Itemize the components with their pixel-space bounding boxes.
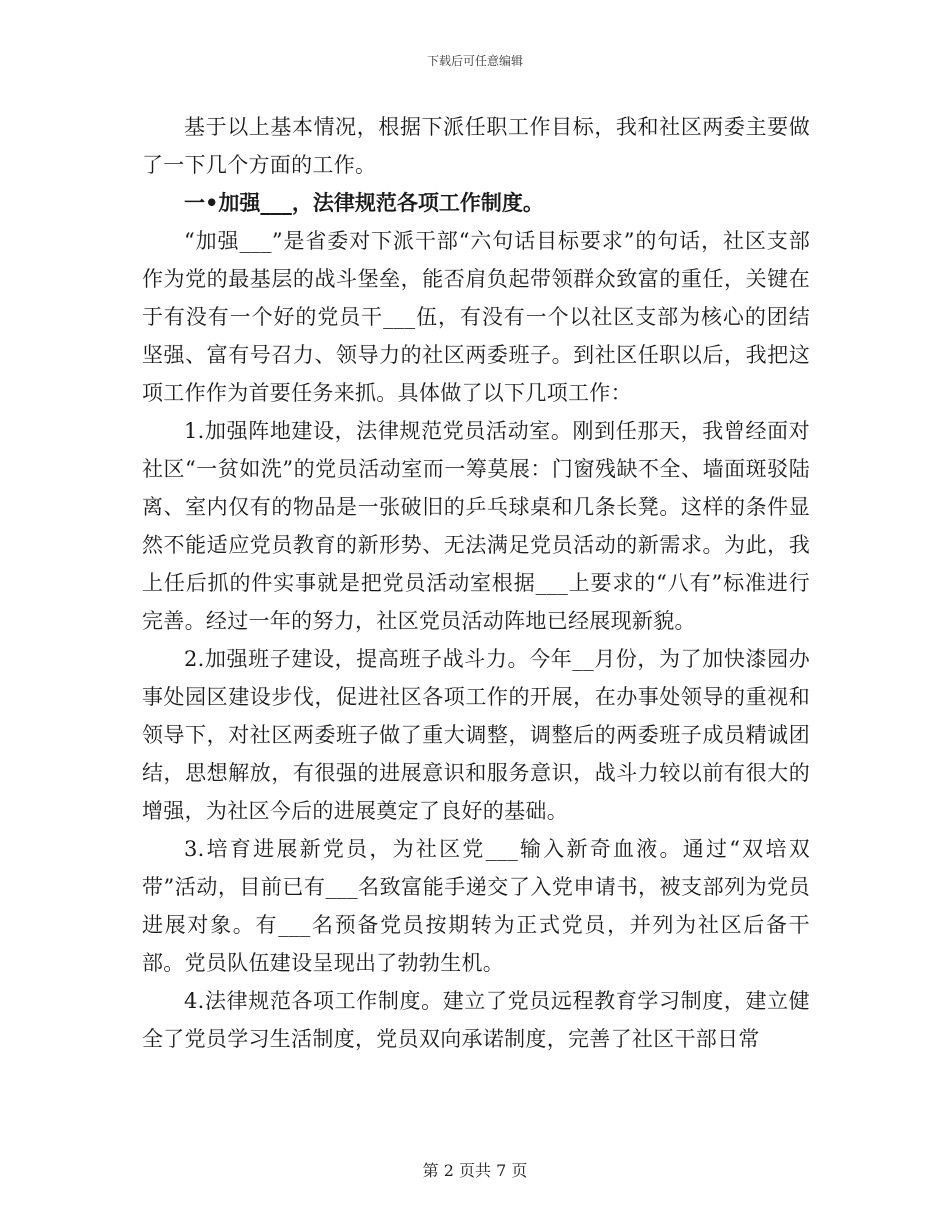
list-item-1: 1.加强阵地建设，法律规范党员活动室。刚到任那天，我曾经面对社区“一贫如洗”的党员活动室而一筹莫展：门窗残缺不全、墙面斑驳陆离、室内仅有的物品是一张破旧的乒乓球桌和几条长凳。这样的条件显然不能适应党员教育的新形势、无法满足党员活动的新需求。为此，我上任后抓的件实事就是把党员活动室根据___上要求的“八有”标准进行完善。经过一年的努力，社区党员活动阵地已经展现新貌。 — [142, 419, 810, 633]
section-heading: 一•加强___，法律规范各项工作制度。 — [184, 190, 544, 215]
list-item-3: 3.培育进展新党员，为社区党___输入新奇血液。通过“双培双带”活动，目前已有___名致富能手递交了入党申请书，被支部列为党员进展对象。有___名预备党员按期转为正式党员，并列为社区后备干部。党员队伍建设呈现出了勃勃生机。 — [142, 837, 810, 975]
page-header: 下载后可任意编辑 — [426, 54, 523, 68]
intro-paragraph: 基于以上基本情况，根据下派任职工作目标，我和社区两委主要做了一下几个方面的工作。 — [142, 115, 810, 177]
paragraph-1: “加强___”是省委对下派干部“六句话目标要求”的句话，社区支部作为党的最基层的战斗堡垒，能否肩负起带领群众致富的重任，关键在于有没有一个好的党员干___伍，有没有一个以社区支部为核心的团结坚强、富有号召力、领导力的社区两委班子。到社区任职以后，我把这项工作作为首要任务来抓。具体做了以下几项工作： — [142, 229, 810, 405]
list-item-4: 4.法律规范各项工作制度。建立了党员远程教育学习制度，建立健全了党员学习生活制度，党员双向承诺制度，完善了社区干部日常 — [142, 989, 810, 1051]
document-body — [142, 108, 810, 1058]
page-number: 第 2 页共 7 页 — [422, 1161, 528, 1180]
list-item-2: 2.加强班子建设，提高班子战斗力。今年__月份，为了加快漆园办事处园区建设步伐，促进社区各项工作的开展，在办事处领导的重视和领导下，对社区两委班子做了重大调整，调整后的两委班子成员精诚团结，思想解放，有很强的进展意识和服务意识，战斗力较以前有很大的增强，为社区今后的进展奠定了良好的基础。 — [142, 647, 810, 823]
